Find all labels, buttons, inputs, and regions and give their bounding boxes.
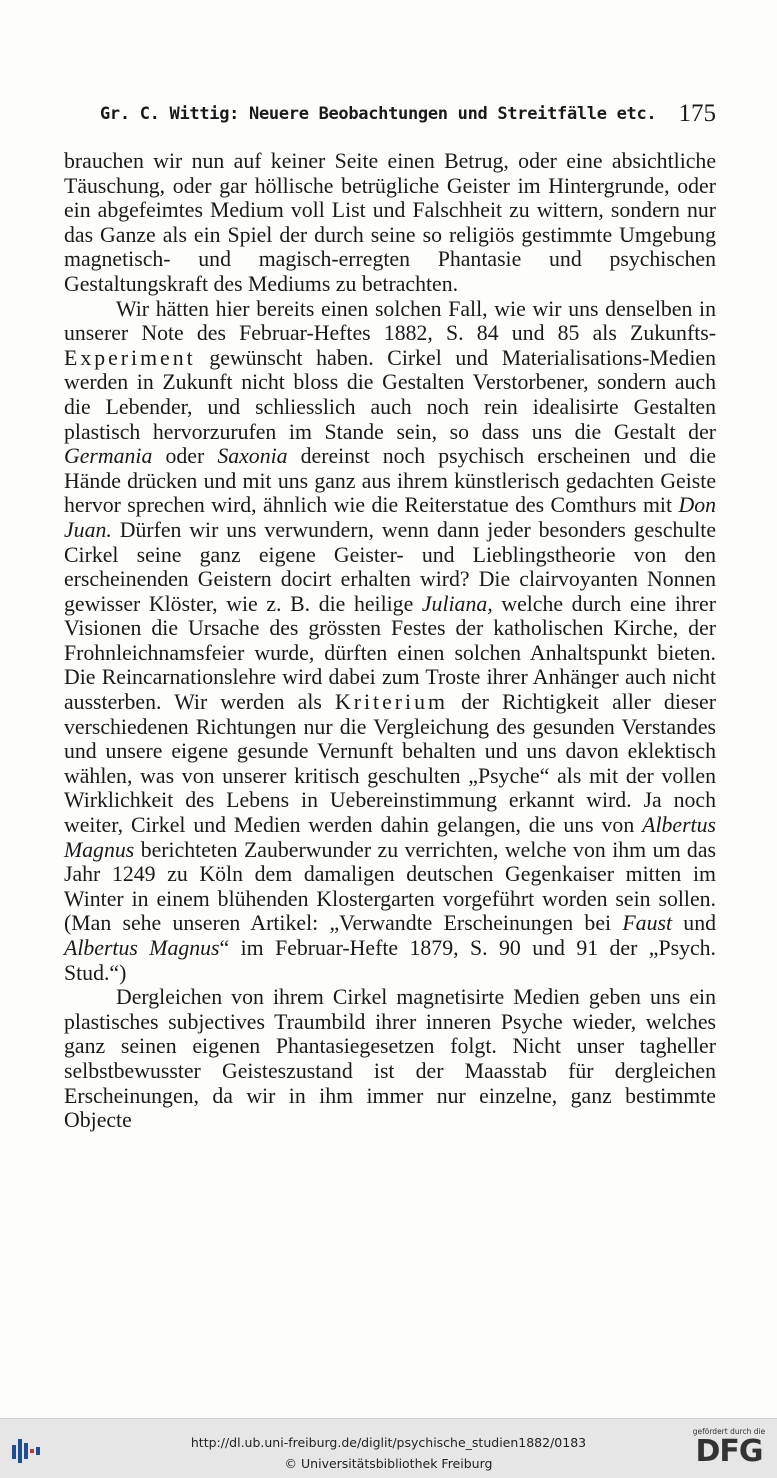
text-run: berichteten Zauberwunder zu verrichten, welche von ihm um das Jahr 1249 zu Köln dem damaligen deutschen Gegenkaiser mitten im Winter in einem blühenden Klostergarten vorgeführt worden sein sollen. (Man sehe unseren Artikel: „Verwandte Erscheinungen bei [64,837,716,936]
text-run: welche durch eine ihrer Visionen die Ursache des grössten Festes der katholischen Kirche, der Frohnleichnamsfeier wurde, dürften einen solchen Anhaltspunkt bieten. Die Reincarnationslehre wird dabei zum Troste ihrer Anhänger auch nicht aussterben. Wir werden als [64,591,716,715]
dfg-logo [689,1425,769,1475]
body-text [64,149,716,1133]
page-header [64,100,716,130]
text-run: gewünscht haben. Cirkel und Materialisations-Medien werden in Zukunft nicht bloss die Gestalten Verstorbener, sondern auch die Lebender, und schliesslich auch noch rein idealisirte Gestalten plastisch hervorzurufen im Stande sein, so dass uns die Gestalt der [64,345,716,444]
italic-word: Germania [64,444,153,469]
dfg-mark: DFG [695,1434,763,1469]
spaced-word: Experiment [64,345,196,370]
text-run: Dürfen wir uns verwundern, wenn dann jeder besonders geschulte Cirkel seine ganz eigene Geister- und Lieblingstheorie von den erscheinenden Geistern docirt erhalten wird? Die clairvoyanten Nonnen gewisser Klöster, wie z. B. die heilige [64,517,716,616]
text-run: und [672,911,716,936]
running-head: Gr. C. Wittig: Neuere Beobachtungen und Streitfälle etc. [100,104,657,124]
italic-word: Saxonia [217,444,288,469]
viewer-footer [0,1418,777,1478]
italic-word: Don Juan. [64,493,716,542]
page-number: 175 [678,100,716,127]
text-run: dereinst noch psychisch erscheinen und die Hände drücken und mit uns ganz aus ihrem künstlerisch gedachten Geiste hervor sprechen wird, ähnlich wie die Reiterstatue des Comthurs mit [64,444,716,518]
paragraph-3: Dergleichen von ihrem Cirkel magnetisirte Medien geben uns ein plastisches subjectives Traumbild ihrer inneren Psyche wieder, welches ganz seinen eigenen Phantasiegesetzen folgt. Nicht unser tagheller selbstbewusster Geisteszustand ist der Maasstab für dergleichen Erscheinungen, da wir in ihm immer nur einzelne, ganz bestimmte Objecte [64,985,716,1133]
permalink-url[interactable]: http://dl.ub.uni-freiburg.de/diglit/psychische_studien1882/0183 [190,1435,587,1450]
spaced-word: Kriterium [335,690,448,715]
italic-word: Juliana, [421,591,493,616]
text-run: Wir hätten hier bereits einen solchen Fall, wie wir uns denselben in unserer Note des Februar-Heftes 1882, S. 84 und 85 als Zukunfts- [64,296,716,346]
paragraph-2 [64,297,716,986]
italic-word: Albertus Magnus [64,936,220,960]
text-run: oder [152,444,218,469]
dfg-funding-label: gefördert durch die [692,1427,766,1436]
italic-word: Faust [622,911,673,936]
italic-word: Albertus Magnus [64,813,716,862]
copyright-text: © Universitätsbibliothek Freiburg [284,1456,493,1471]
text-run: der Richtigkeit aller dieser verschiedenen Richtungen nur die Vergleichung des gesunden Verstandes und unsere eigene gesunde Vernunft behalten und uns davon eklektisch wählen, was von unserer kritisch geschulten „Psyche“ als mit der vollen Wirklichkeit des Lebens in Uebereinstimmung erkannt wird. Ja noch weiter, Cirkel und Medien werden dahin gelangen, die uns von [64,690,716,838]
paragraph-1: brauchen wir nun auf keiner Seite einen Betrug, oder eine absichtliche Täuschung, oder gar höllische betrügliche Geister im Hintergrunde, oder ein abgefeimtes Medium voll List und Falschheit zu wittern, sondern nur das Ganze als ein Spiel der durch seine so religiös gestimmte Umgebung magnetisch- und magisch-erregten Phantasie und psychischen Gestaltungskraft des Mediums zu betrachten. [64,149,716,296]
text-run: “ im Februar-Hefte 1879, S. 90 und 91 der „Psych. Stud.“) [64,936,716,985]
